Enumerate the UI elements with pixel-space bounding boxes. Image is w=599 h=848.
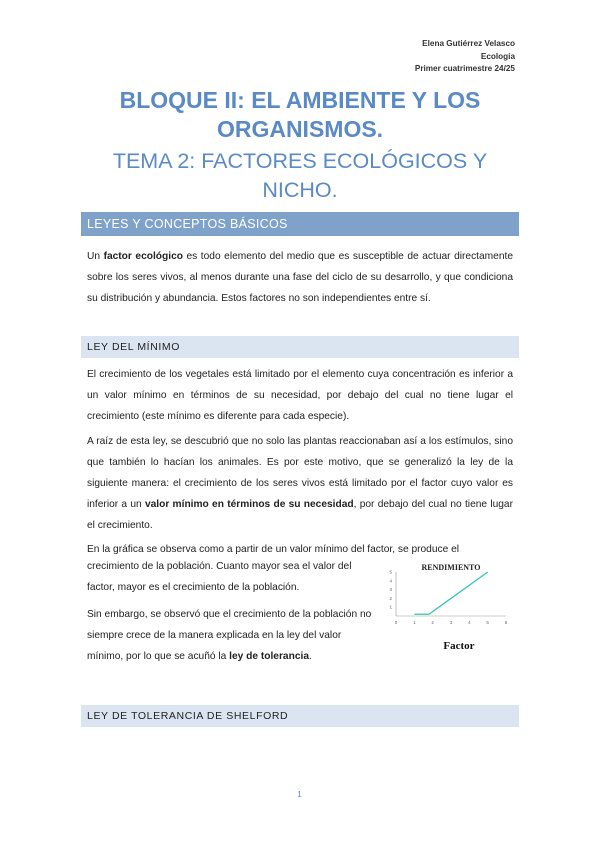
y-tick-label: 3 [389, 587, 392, 593]
text: A raíz de esta ley, se descubrió que no solo las plantas reaccionaban así a los estímulos, sino que también lo hacían los animales. Es por este motivo, que se generalizó la ley de la siguiente manera: el crecimiento de los seres vivos está limitado por el factor cuyo valor es inferior a un [87, 436, 513, 510]
series-line [414, 572, 487, 614]
author: Elena Gutiérrez Velasco [422, 39, 515, 48]
x-tick-label: 4 [468, 620, 471, 625]
y-tick-label: 1 [389, 604, 392, 610]
x-tick-label: 5 [486, 620, 489, 625]
subject: Ecología [480, 51, 515, 61]
paragraph-factor-ecologico [87, 246, 513, 309]
text: Un [87, 251, 104, 262]
x-tick-label: 2 [431, 620, 434, 625]
page-number: 1 [297, 790, 302, 799]
title-line-1: BLOQUE II: EL AMBIENTE Y LOS [119, 87, 481, 113]
y-tick-label: 4 [389, 578, 392, 584]
text: es todo elemento del medio que es susceptible de actuar directamente sobre los seres vivos, al menos durante una fase del ciclo de su desarrollo, y que condiciona su distribución y abundancia. Estos factores no son independientes entre sí. [87, 251, 513, 304]
paragraph-minimo-3-rest: crecimiento de la población. Cuanto mayor sea el valor del factor, mayor es el crecimiento de la población. [87, 561, 352, 593]
title-line-2: ORGANISMOS. [216, 116, 384, 142]
paragraph-minimo-1: El crecimiento de los vegetales está limitado por el elemento cuya concentración es inferior a un valor mínimo en términos de su necesidad, por debajo del cual no tiene lugar el crecimiento (este mínimo es diferente para cada especie). [87, 369, 513, 422]
term-valor-minimo: valor mínimo en términos de su necesidad [144, 499, 354, 510]
chart-title: RENDIMIENTO [421, 563, 481, 572]
page-subtitle [60, 147, 540, 205]
paragraph-minimo-2 [87, 431, 513, 536]
text: . [308, 651, 312, 662]
x-axis-label: Factor [443, 640, 475, 652]
paragraph-minimo-4 [87, 604, 377, 667]
y-tick-label: 2 [389, 595, 392, 601]
section-heading-shelford: LEY DE TOLERANCIA DE SHELFORD [81, 705, 519, 727]
x-tick-label: 1 [413, 620, 416, 625]
subtitle-line-1: TEMA 2: FACTORES ECOLÓGICOS Y [112, 149, 488, 173]
term-ley-tolerancia: ley de tolerancia [229, 651, 309, 662]
document-header [415, 38, 515, 76]
term: Primer cuatrimestre 24/25 [414, 64, 515, 74]
rendimiento-chart [383, 560, 515, 658]
x-tick-label: 0 [394, 620, 398, 625]
y-tick-label: 5 [389, 569, 392, 575]
subtitle-line-2: NICHO. [262, 178, 338, 202]
x-tick-label: 3 [449, 620, 453, 625]
term-factor-ecologico: factor ecológico [103, 251, 183, 262]
text: Sin embargo, se observó que el crecimiento de la población no siempre crece de la manera explicada en la ley del valor mínimo, por lo que se acuñó la [87, 609, 372, 662]
text: , por debajo del cual no tiene lugar el crecimiento. [87, 499, 513, 531]
x-tick-label: 6 [504, 620, 508, 625]
paragraph-minimo-3-line1: En la gráfica se observa como a partir de un valor mínimo del factor, se produce el [87, 544, 460, 555]
section-heading-leyes: LEYES Y CONCEPTOS BÁSICOS [81, 212, 519, 236]
page-title [60, 86, 540, 144]
section-heading-minimo: LEY DEL MÍNIMO [81, 336, 519, 358]
